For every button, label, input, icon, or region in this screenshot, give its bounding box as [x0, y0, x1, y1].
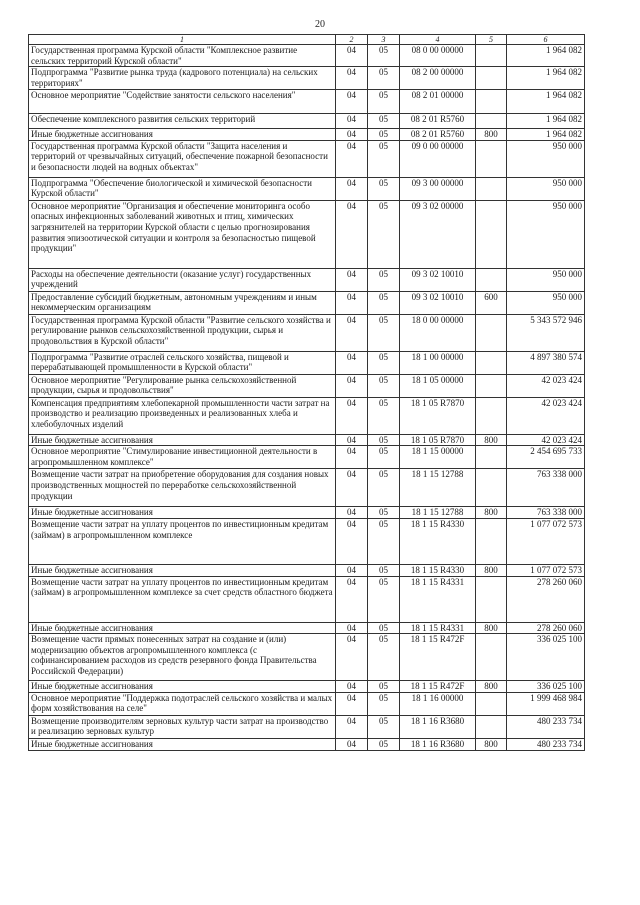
- amount-cell: 1 077 072 573: [507, 518, 585, 564]
- section-code-cell: 04: [336, 469, 368, 507]
- subsection-code-cell: 05: [368, 314, 400, 351]
- amount-cell: 336 025 100: [507, 634, 585, 681]
- table-row: [29, 67, 585, 90]
- subsection-code-cell: 05: [368, 90, 400, 114]
- section-code-cell: 04: [336, 634, 368, 681]
- target-article-cell: 18 1 05 R7870: [400, 397, 476, 434]
- subsection-code-cell: 05: [368, 351, 400, 374]
- row-name-cell: Расходы на обеспечение деятельности (оказание услуг) государственных учреждений: [29, 268, 336, 291]
- expense-type-cell: [476, 90, 507, 114]
- subsection-code-cell: 05: [368, 434, 400, 446]
- section-code-cell: 04: [336, 314, 368, 351]
- amount-cell: 1 077 072 573: [507, 564, 585, 576]
- expense-type-cell: 800: [476, 622, 507, 634]
- table-row: [29, 140, 585, 177]
- table-row: [29, 564, 585, 576]
- expense-type-cell: [476, 576, 507, 622]
- expense-type-cell: [476, 114, 507, 129]
- target-article-cell: 08 2 01 R5760: [400, 114, 476, 129]
- row-name-cell: Государственная программа Курской области "Комплексное развитие сельских территорий Курской области": [29, 45, 336, 67]
- subsection-code-cell: 05: [368, 114, 400, 129]
- row-name-cell: Обеспечение комплексного развития сельских территорий: [29, 114, 336, 129]
- row-name-cell: Иные бюджетные ассигнования: [29, 434, 336, 446]
- target-article-cell: 09 0 00 00000: [400, 140, 476, 177]
- row-name-cell: Основное мероприятие "Содействие занятости сельского населения": [29, 90, 336, 114]
- target-article-cell: 18 0 00 00000: [400, 314, 476, 351]
- amount-cell: 4 897 380 574: [507, 351, 585, 374]
- section-code-cell: 04: [336, 291, 368, 314]
- row-name-cell: Иные бюджетные ассигнования: [29, 622, 336, 634]
- target-article-cell: 18 1 15 12788: [400, 507, 476, 519]
- column-header: 6: [507, 35, 585, 45]
- section-code-cell: 04: [336, 681, 368, 693]
- target-article-cell: 18 1 15 R4330: [400, 518, 476, 564]
- subsection-code-cell: 05: [368, 140, 400, 177]
- expense-type-cell: [476, 634, 507, 681]
- row-name-cell: Подпрограмма "Обеспечение биологической и химической безопасности Курской области": [29, 177, 336, 200]
- section-code-cell: 04: [336, 351, 368, 374]
- table-row: [29, 469, 585, 507]
- row-name-cell: Компенсация предприятиям хлебопекарной промышленности части затрат на производство и реализацию произведенных и реализованных хлеба и хлебобулочных изделий: [29, 397, 336, 434]
- table-row: [29, 374, 585, 397]
- section-code-cell: 04: [336, 738, 368, 750]
- amount-cell: 1 964 082: [507, 114, 585, 129]
- section-code-cell: 04: [336, 268, 368, 291]
- expense-type-cell: [476, 692, 507, 715]
- expense-type-cell: [476, 446, 507, 469]
- subsection-code-cell: 05: [368, 446, 400, 469]
- target-article-cell: 09 3 02 10010: [400, 291, 476, 314]
- row-name-cell: Основное мероприятие "Организация и обеспечение мониторинга особо опасных инфекционных заболеваний животных и птиц, химических загрязнителей на территории Курской области с целью прогнозирования развития эпизоотической ситуации и контроля за безопасностью пищевой продукции": [29, 200, 336, 268]
- section-code-cell: 04: [336, 692, 368, 715]
- row-name-cell: Государственная программа Курской области "Развитие сельского хозяйства и регулирование рынков сельскохозяйственной продукции, сырья и продовольствия в Курской области": [29, 314, 336, 351]
- target-article-cell: 18 1 15 R4330: [400, 564, 476, 576]
- row-name-cell: Иные бюджетные ассигнования: [29, 738, 336, 750]
- section-code-cell: 04: [336, 622, 368, 634]
- row-name-cell: Иные бюджетные ассигнования: [29, 564, 336, 576]
- row-name-cell: Возмещение производителям зерновых культур части затрат на производство и реализацию зерновых культур: [29, 715, 336, 738]
- subsection-code-cell: 05: [368, 177, 400, 200]
- amount-cell: 950 000: [507, 140, 585, 177]
- table-row: [29, 634, 585, 681]
- table-row: [29, 177, 585, 200]
- subsection-code-cell: 05: [368, 67, 400, 90]
- expense-type-cell: [476, 518, 507, 564]
- amount-cell: 336 025 100: [507, 681, 585, 693]
- target-article-cell: 08 2 01 R5760: [400, 129, 476, 141]
- target-article-cell: 18 1 00 00000: [400, 351, 476, 374]
- amount-cell: 763 338 000: [507, 507, 585, 519]
- expense-type-cell: 800: [476, 434, 507, 446]
- table-row: [29, 90, 585, 114]
- subsection-code-cell: 05: [368, 291, 400, 314]
- section-code-cell: 04: [336, 140, 368, 177]
- target-article-cell: 09 3 02 00000: [400, 200, 476, 268]
- target-article-cell: 09 3 02 10010: [400, 268, 476, 291]
- expense-type-cell: [476, 268, 507, 291]
- target-article-cell: 18 1 16 R3680: [400, 738, 476, 750]
- target-article-cell: 18 1 16 R3680: [400, 715, 476, 738]
- expense-type-cell: [476, 314, 507, 351]
- section-code-cell: 04: [336, 397, 368, 434]
- table-row: [29, 268, 585, 291]
- budget-table: [28, 34, 585, 751]
- target-article-cell: 18 1 15 R472F: [400, 634, 476, 681]
- subsection-code-cell: 05: [368, 129, 400, 141]
- subsection-code-cell: 05: [368, 518, 400, 564]
- row-name-cell: Иные бюджетные ассигнования: [29, 507, 336, 519]
- section-code-cell: 04: [336, 129, 368, 141]
- amount-cell: 42 023 424: [507, 397, 585, 434]
- amount-cell: 950 000: [507, 200, 585, 268]
- column-header-row: [29, 35, 585, 45]
- amount-cell: 5 343 572 946: [507, 314, 585, 351]
- amount-cell: 950 000: [507, 177, 585, 200]
- section-code-cell: 04: [336, 200, 368, 268]
- table-row: [29, 622, 585, 634]
- target-article-cell: 18 1 15 R472F: [400, 681, 476, 693]
- target-article-cell: 09 3 00 00000: [400, 177, 476, 200]
- expense-type-cell: 800: [476, 507, 507, 519]
- subsection-code-cell: 05: [368, 374, 400, 397]
- section-code-cell: 04: [336, 507, 368, 519]
- table-row: [29, 518, 585, 564]
- table-row: [29, 45, 585, 67]
- row-name-cell: Предоставление субсидий бюджетным, автономным учреждениям и иным некоммерческим организациям: [29, 291, 336, 314]
- target-article-cell: 18 1 15 00000: [400, 446, 476, 469]
- column-header: 3: [368, 35, 400, 45]
- expense-type-cell: 800: [476, 681, 507, 693]
- table-row: [29, 397, 585, 434]
- table-row: [29, 291, 585, 314]
- page-number: 20: [315, 19, 325, 30]
- amount-cell: 480 233 734: [507, 738, 585, 750]
- target-article-cell: 18 1 15 R4331: [400, 622, 476, 634]
- row-name-cell: Основное мероприятие "Регулирование рынка сельскохозяйственной продукции, сырья и продовольствия": [29, 374, 336, 397]
- expense-type-cell: 600: [476, 291, 507, 314]
- subsection-code-cell: 05: [368, 715, 400, 738]
- expense-type-cell: [476, 351, 507, 374]
- subsection-code-cell: 05: [368, 622, 400, 634]
- amount-cell: 278 260 060: [507, 622, 585, 634]
- table-row: [29, 114, 585, 129]
- target-article-cell: 08 0 00 00000: [400, 45, 476, 67]
- amount-cell: 42 023 424: [507, 374, 585, 397]
- section-code-cell: 04: [336, 374, 368, 397]
- subsection-code-cell: 05: [368, 692, 400, 715]
- row-name-cell: Государственная программа Курской области "Защита населения и территорий от чрезвычайных ситуаций, обеспечение пожарной безопасности и безопасности людей на водных объектах": [29, 140, 336, 177]
- table-row: [29, 715, 585, 738]
- target-article-cell: 18 1 05 00000: [400, 374, 476, 397]
- amount-cell: 1 964 082: [507, 90, 585, 114]
- section-code-cell: 04: [336, 446, 368, 469]
- column-header: 4: [400, 35, 476, 45]
- section-code-cell: 04: [336, 434, 368, 446]
- subsection-code-cell: 05: [368, 564, 400, 576]
- row-name-cell: Основное мероприятие "Стимулирование инвестиционной деятельности в агропромышленном комплексе": [29, 446, 336, 469]
- table-row: [29, 200, 585, 268]
- row-name-cell: Возмещение части прямых понесенных затрат на создание и (или) модернизацию объектов агропромышленного комплекса (с софинансированием расходов из средств резервного фонда Правительства Российской Федерации): [29, 634, 336, 681]
- expense-type-cell: [476, 45, 507, 67]
- table-row: [29, 314, 585, 351]
- row-name-cell: Возмещение части затрат на приобретение оборудования для создания новых производственных мощностей по переработке сельскохозяйственной продукции: [29, 469, 336, 507]
- amount-cell: 1 964 082: [507, 67, 585, 90]
- row-name-cell: Основное мероприятие "Поддержка подотраслей сельского хозяйства и малых форм хозяйствования на селе": [29, 692, 336, 715]
- subsection-code-cell: 05: [368, 507, 400, 519]
- table-row: [29, 576, 585, 622]
- expense-type-cell: [476, 374, 507, 397]
- subsection-code-cell: 05: [368, 469, 400, 507]
- table-row: [29, 351, 585, 374]
- expense-type-cell: [476, 200, 507, 268]
- table-row: [29, 507, 585, 519]
- amount-cell: 42 023 424: [507, 434, 585, 446]
- column-header: 5: [476, 35, 507, 45]
- expense-type-cell: 800: [476, 129, 507, 141]
- expense-type-cell: [476, 715, 507, 738]
- subsection-code-cell: 05: [368, 200, 400, 268]
- column-header: 2: [336, 35, 368, 45]
- target-article-cell: 18 1 16 00000: [400, 692, 476, 715]
- table-row: [29, 434, 585, 446]
- amount-cell: 278 260 060: [507, 576, 585, 622]
- table-row: [29, 129, 585, 141]
- amount-cell: 2 454 695 733: [507, 446, 585, 469]
- amount-cell: 1 964 082: [507, 45, 585, 67]
- subsection-code-cell: 05: [368, 681, 400, 693]
- subsection-code-cell: 05: [368, 397, 400, 434]
- expense-type-cell: 800: [476, 738, 507, 750]
- amount-cell: 950 000: [507, 268, 585, 291]
- expense-type-cell: [476, 469, 507, 507]
- section-code-cell: 04: [336, 45, 368, 67]
- expense-type-cell: 800: [476, 564, 507, 576]
- expense-type-cell: [476, 140, 507, 177]
- target-article-cell: 18 1 15 R4331: [400, 576, 476, 622]
- table-row: [29, 446, 585, 469]
- table-row: [29, 738, 585, 750]
- table-row: [29, 681, 585, 693]
- target-article-cell: 08 2 00 00000: [400, 67, 476, 90]
- column-header: 1: [29, 35, 336, 45]
- section-code-cell: 04: [336, 518, 368, 564]
- subsection-code-cell: 05: [368, 45, 400, 67]
- target-article-cell: 18 1 15 12788: [400, 469, 476, 507]
- subsection-code-cell: 05: [368, 634, 400, 681]
- row-name-cell: Подпрограмма "Развитие рынка труда (кадрового потенциала) на сельских территориях": [29, 67, 336, 90]
- amount-cell: 480 233 734: [507, 715, 585, 738]
- amount-cell: 1 999 468 984: [507, 692, 585, 715]
- amount-cell: 1 964 082: [507, 129, 585, 141]
- subsection-code-cell: 05: [368, 268, 400, 291]
- expense-type-cell: [476, 67, 507, 90]
- section-code-cell: 04: [336, 715, 368, 738]
- expense-type-cell: [476, 177, 507, 200]
- section-code-cell: 04: [336, 576, 368, 622]
- row-name-cell: Подпрограмма "Развитие отраслей сельского хозяйства, пищевой и перерабатывающей промышленности в Курской области": [29, 351, 336, 374]
- section-code-cell: 04: [336, 177, 368, 200]
- target-article-cell: 18 1 05 R7870: [400, 434, 476, 446]
- table-row: [29, 692, 585, 715]
- subsection-code-cell: 05: [368, 738, 400, 750]
- section-code-cell: 04: [336, 90, 368, 114]
- row-name-cell: Возмещение части затрат на уплату процентов по инвестиционным кредитам (займам) в агропромышленном комплексе: [29, 518, 336, 564]
- subsection-code-cell: 05: [368, 576, 400, 622]
- row-name-cell: Иные бюджетные ассигнования: [29, 129, 336, 141]
- section-code-cell: 04: [336, 564, 368, 576]
- section-code-cell: 04: [336, 114, 368, 129]
- row-name-cell: Иные бюджетные ассигнования: [29, 681, 336, 693]
- expense-type-cell: [476, 397, 507, 434]
- section-code-cell: 04: [336, 67, 368, 90]
- row-name-cell: Возмещение части затрат на уплату процентов по инвестиционным кредитам (займам) в агропромышленном комплексе за счет средств областного бюджета: [29, 576, 336, 622]
- amount-cell: 950 000: [507, 291, 585, 314]
- amount-cell: 763 338 000: [507, 469, 585, 507]
- target-article-cell: 08 2 01 00000: [400, 90, 476, 114]
